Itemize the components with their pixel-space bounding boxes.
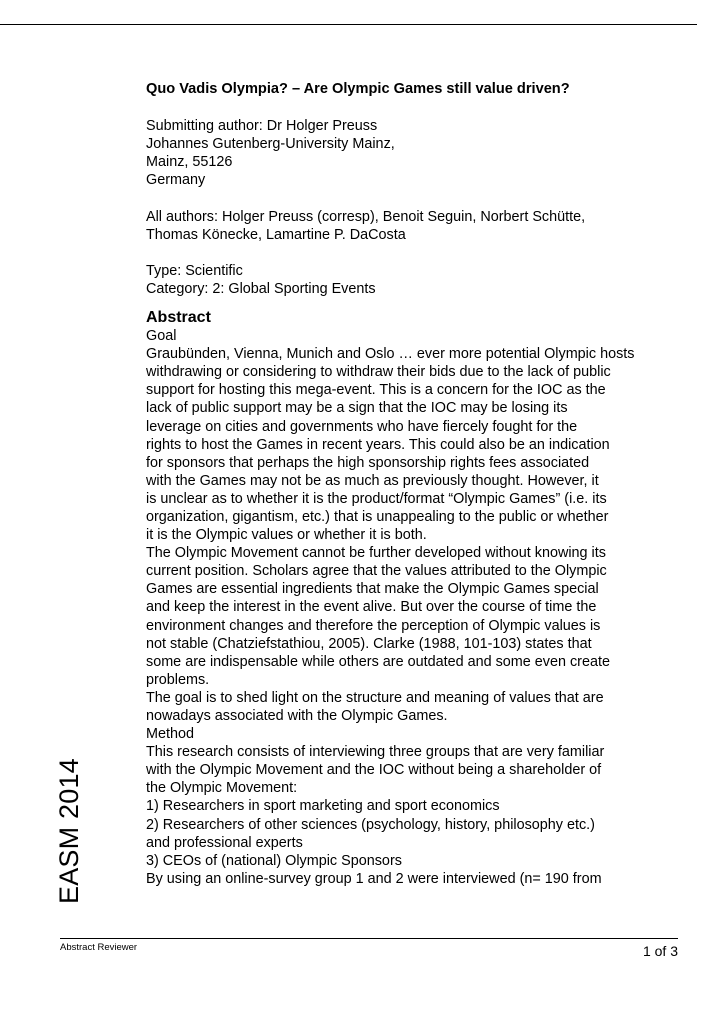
header-rule <box>0 24 697 25</box>
type-line: Type: Scientific <box>146 262 243 279</box>
abstract-line: 2) Researchers of other sciences (psychology, history, philosophy etc.) <box>146 816 595 833</box>
abstract-line: environment changes and therefore the perception of Olympic values is <box>146 617 601 634</box>
abstract-line: Goal <box>146 328 177 345</box>
abstract-line: for sponsors that perhaps the high sponsorship rights fees associated <box>146 454 590 471</box>
abstract-text <box>146 327 686 888</box>
footer-reviewer-label: Abstract Reviewer <box>60 942 138 953</box>
abstract-line: Games are essential ingredients that make the Olympic Games special <box>146 581 599 598</box>
abstract-line: leverage on cities and governments who have fiercely fought for the <box>146 418 578 435</box>
all-authors-block <box>146 208 686 244</box>
author-block <box>146 117 686 189</box>
abstract-line: The Olympic Movement cannot be further developed without knowing its <box>146 545 606 562</box>
abstract-line: lack of public support may be a sign that the IOC may be losing its <box>146 400 568 417</box>
conference-side-label: EASM 2014 <box>54 758 84 904</box>
abstract-line: it is the Olympic values or whether it is both. <box>146 527 427 544</box>
abstract-line: the Olympic Movement: <box>146 780 298 797</box>
abstract-line: rights to host the Games in recent years. This could also be an indication <box>146 436 610 453</box>
abstract-line: and professional experts <box>146 834 303 851</box>
category-line: Category: 2: Global Sporting Events <box>146 280 376 297</box>
document-body <box>146 80 686 888</box>
abstract-line: problems. <box>146 671 210 688</box>
meta-block <box>146 262 686 298</box>
all-authors-line: Thomas Könecke, Lamartine P. DaCosta <box>146 226 406 243</box>
abstract-line: is unclear as to whether it is the product/format “Olympic Games” (i.e. its <box>146 490 607 507</box>
abstract-line: 1) Researchers in sport marketing and sport economics <box>146 798 500 815</box>
abstract-line: Method <box>146 726 194 743</box>
abstract-line: not stable (Chatziefstathiou, 2005). Clarke (1988, 101-103) states that <box>146 635 592 652</box>
author-line: Johannes Gutenberg-University Mainz, <box>146 136 395 153</box>
abstract-line: current position. Scholars agree that the values attributed to the Olympic <box>146 563 607 580</box>
abstract-heading: Abstract <box>146 309 211 327</box>
abstract-line: with the Olympic Movement and the IOC without being a shareholder of <box>146 762 602 779</box>
abstract-line: organization, gigantism, etc.) that is unappealing to the public or whether <box>146 508 609 525</box>
footer-rule <box>60 938 678 939</box>
abstract-line: This research consists of interviewing three groups that are very familiar <box>146 744 605 761</box>
author-line: Germany <box>146 172 206 189</box>
abstract-line: support for hosting this mega-event. This is a concern for the IOC as the <box>146 382 606 399</box>
paper-title: Quo Vadis Olympia? – Are Olympic Games still value driven? <box>146 81 570 97</box>
abstract-line: By using an online-survey group 1 and 2 were interviewed (n= 190 from <box>146 870 602 887</box>
all-authors-line: All authors: Holger Preuss (corresp), Benoit Seguin, Norbert Schütte, <box>146 208 586 225</box>
spacer <box>146 244 686 262</box>
abstract-line: some are indispensable while others are outdated and some even create <box>146 653 610 670</box>
author-line: Mainz, 55126 <box>146 154 233 171</box>
abstract-line: 3) CEOs of (national) Olympic Sponsors <box>146 852 402 869</box>
abstract-line: withdrawing or considering to withdraw their bids due to the lack of public <box>146 364 611 381</box>
abstract-line: The goal is to shed light on the structure and meaning of values that are <box>146 689 604 706</box>
spacer <box>146 189 686 207</box>
page-number: 1 of 3 <box>642 943 678 959</box>
abstract-line: nowadays associated with the Olympic Games. <box>146 708 448 724</box>
abstract-line: and keep the interest in the event alive. But over the course of time the <box>146 599 597 616</box>
abstract-line: Graubünden, Vienna, Munich and Oslo … ever more potential Olympic hosts <box>146 346 635 363</box>
abstract-line: with the Games may not be as much as previously thought. However, it <box>146 472 599 489</box>
author-line: Submitting author: Dr Holger Preuss <box>146 118 378 135</box>
